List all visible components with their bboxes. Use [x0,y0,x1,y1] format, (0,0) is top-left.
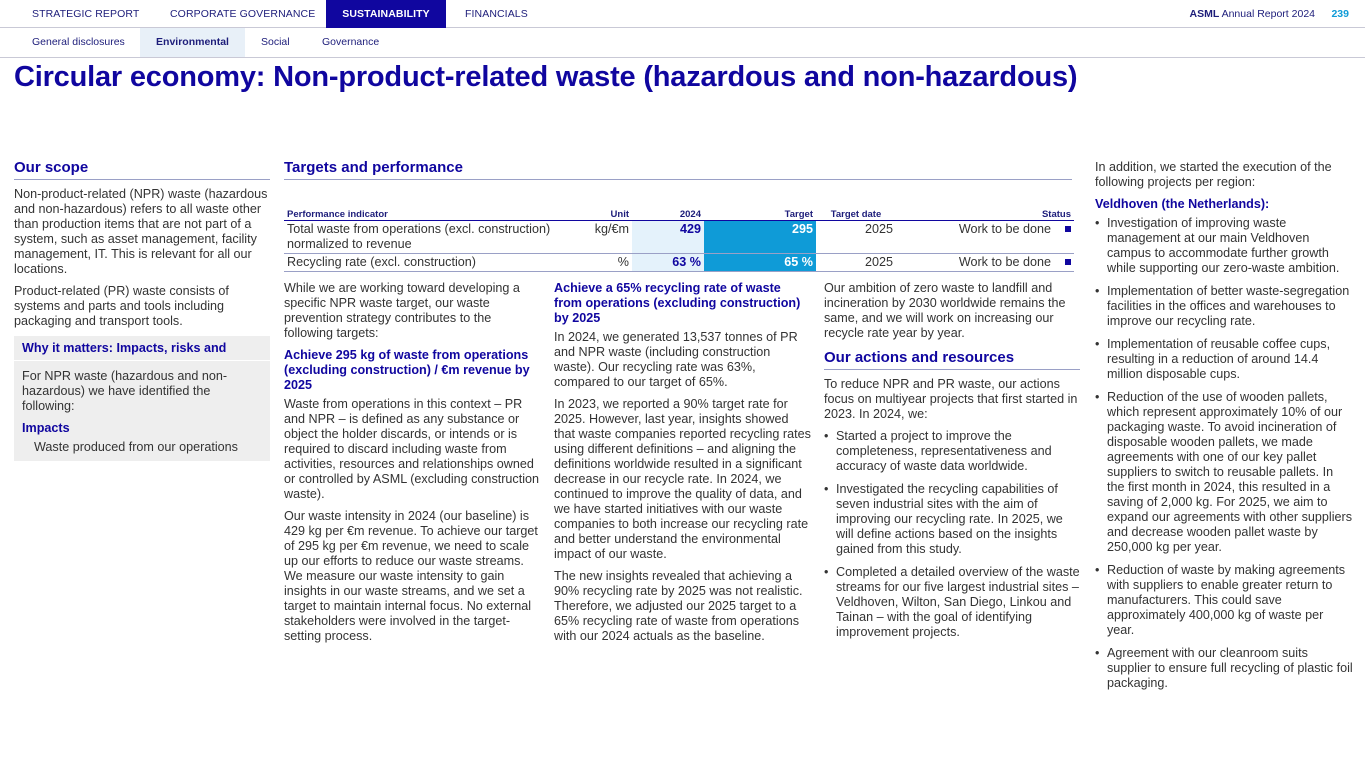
subtab-environmental[interactable]: Environmental [140,28,245,57]
header-status: Status [896,203,1074,220]
list-item: • Investigation of improving waste management at our main Veldhoven campus to accommodate further growth while supporting our zero-waste ambition. [1095,216,1353,276]
col3-paragraph-3: The new insights revealed that achieving a 90% recycling rate by 2025 was not realistic. Therefore, we adjusted our 2025 target to a 65% recycling rate of waste from operations with our 2024 actuals as the baseline. [554,569,803,643]
target-recycling-heading: Achieve a 65% recycling rate of waste from operations (excluding construction) by 2025 [554,281,801,325]
header-target-date: Target date [816,203,896,220]
list-item: • Reduction of the use of wooden pallets, which represent approximately 10% of our packaging waste. To avoid incineration of disposable wooden pallets, we made agreements with one of our key pallet suppliers to switch to reusable pallets. In the first month in 2024, this resulted in a saving of 2,000 kg. For 2025, we aim to expand our agreements with other suppliers and decrease wooden pallet waste by 250,000 kg per year. [1095,390,1353,555]
table-row [284,253,1074,271]
list-item: • Reduction of waste by making agreements with suppliers to enable greater return to manufacturers. This could save approximately 400,000 kg of waste per year. [1095,563,1353,638]
tab-sustainability[interactable]: SUSTAINABILITY [326,0,446,28]
cell-target-date: 2025 [816,253,896,271]
performance-table [284,203,1074,272]
col4-paragraph-1: Our ambition of zero waste to landfill and incineration by 2030 worldwide remains the same, and we will work on increasing our recycle rate year by year. [824,281,1066,340]
cell-unit: kg/€m [564,220,632,253]
col2-paragraph-1: While we are working toward developing a specific NPR waste target, our waste prevention strategy contributes to the following targets: [284,281,520,340]
why-it-matters-box [14,336,270,461]
subtab-general-disclosures[interactable]: General disclosures [32,36,125,48]
scope-column [14,160,270,461]
cell-target: 65 % [704,253,816,271]
table-row [284,220,1074,253]
cell-indicator: Total waste from operations (excl. construction) normalized to revenue [284,220,564,253]
cell-target-date: 2025 [816,220,896,253]
cell-status [896,220,1074,253]
col5-paragraph-1: In addition, we started the execution of the following projects per region: [1095,160,1332,189]
list-item: • Implementation of better waste-segregation facilities in the offices and warehouses to improve our recycling rate. [1095,284,1353,329]
header-target: Target [704,203,816,220]
scope-paragraph-2: Product-related (PR) waste consists of systems and parts and tools including packaging and transport tools. [14,284,229,328]
list-item: • Started a project to improve the completeness, representativeness and accuracy of waste data worldwide. [824,429,1080,474]
cell-indicator: Recycling rate (excl. construction) [284,253,564,271]
cell-2024: 63 % [632,253,704,271]
status-text: Work to be done [958,221,1051,236]
why-it-matters-text: For NPR waste (hazardous and non-hazardous) we have identified the following: [22,369,228,413]
col3-paragraph-1: In 2024, we generated 13,537 tonnes of PR and NPR waste (including construction waste). Our recycling rate was 63%, compared to our target of 65%. [554,330,798,389]
cell-unit: % [564,253,632,271]
subtab-governance[interactable]: Governance [322,36,380,48]
table-header-row [284,203,1074,220]
cell-2024: 429 [632,220,704,253]
target-waste-heading: Achieve 295 kg of waste from operations (excluding construction) / €m revenue by 2025 [284,348,530,392]
scope-heading: Our scope [14,160,270,180]
tab-financials[interactable]: FINANCIALS [465,8,528,20]
list-item: • Agreement with our cleanroom suits supplier to ensure full recycling of plastic foil packaging. [1095,646,1353,691]
actions-heading: Our actions and resources [824,350,1080,370]
list-item: • Completed a detailed overview of the waste streams for our five largest industrial sites – Veldhoven, Wilton, San Diego, Linkou and Tainan – with the goal of identifying improvement projects. [824,565,1080,640]
header-indicator: Performance indicator [284,203,564,220]
col3-paragraph-2: In 2023, we reported a 90% target rate for 2025. However, last year, insights showed that waste companies reported recycling rates using different definitions – and aligning the definitions worldwide resulted in a significant decrease in our recycle rate. In 2024, we continued to improve the quality of data, and we have started initiatives with our waste companies to both increase our recycling rate and better understand the environmental impact of our waste. [554,397,811,561]
impact-item: Waste produced from our operations [34,440,238,454]
col4-paragraph-2: To reduce NPR and PR waste, our actions focus on multiyear projects that first started in 2023. In 2024, we: [824,377,1078,421]
header-2024: 2024 [632,203,704,220]
why-it-matters-heading: Why it matters: Impacts, risks and [14,336,270,361]
page-number: 239 [1331,8,1349,20]
status-text: Work to be done [958,254,1051,269]
subtab-social[interactable]: Social [261,36,290,48]
report-brand: ASML [1189,8,1220,20]
report-title [1190,0,1316,29]
status-square-icon [1065,259,1071,265]
tab-corporate-governance[interactable]: CORPORATE GOVERNANCE [170,8,316,20]
target-waste-column [284,281,542,651]
list-item: • Implementation of reusable coffee cups, resulting in a reduction of around 14.4 million disposable cups. [1095,337,1353,382]
page-title: Circular economy: Non-product-related waste (hazardous and non-hazardous) [14,61,1078,93]
header-unit: Unit [564,203,632,220]
actions-column [824,281,1080,648]
col2-paragraph-3: Our waste intensity in 2024 (our baseline) is 429 kg per €m revenue. To achieve our target of 295 kg per €m revenue, we need to scale up our efforts to reduce our waste streams. We measure our waste intensity to gain insights in our waste streams, and we set a target to maintain internal focus. No external stakeholders were involved in the target-setting process. [284,509,538,643]
status-square-icon [1065,226,1071,232]
tab-strategic-report[interactable]: STRATEGIC REPORT [32,8,140,20]
cell-target: 295 [704,220,816,253]
regional-projects-column [1095,160,1353,699]
region-heading: Veldhoven (the Netherlands): [1095,197,1270,211]
col2-paragraph-2: Waste from operations in this context – PR and NPR – is defined as any substance or object the holder discards, or intends or is required to discard including waste from activities, resources and relationships owned or controlled by ASML (excluding construction waste). [284,397,540,501]
scope-paragraph-1: Non-product-related (NPR) waste (hazardous and non-hazardous) refers to all waste other than production items that are not part of a system, such as asset management, facility management, IT. This is relevant for all our locations. [14,187,268,276]
targets-section [284,160,1072,187]
sub-navigation [0,28,1365,58]
impacts-heading: Impacts [22,421,70,435]
list-item: • Investigated the recycling capabilities of seven industrial sites with the aim of improving our recycling rate. In 2025, we will define actions based on the insights gained from this study. [824,482,1080,557]
report-name: Annual Report 2024 [1221,8,1315,20]
cell-status [896,253,1074,271]
top-navigation [0,0,1365,28]
targets-heading: Targets and performance [284,160,1072,180]
target-recycling-column [554,281,812,651]
